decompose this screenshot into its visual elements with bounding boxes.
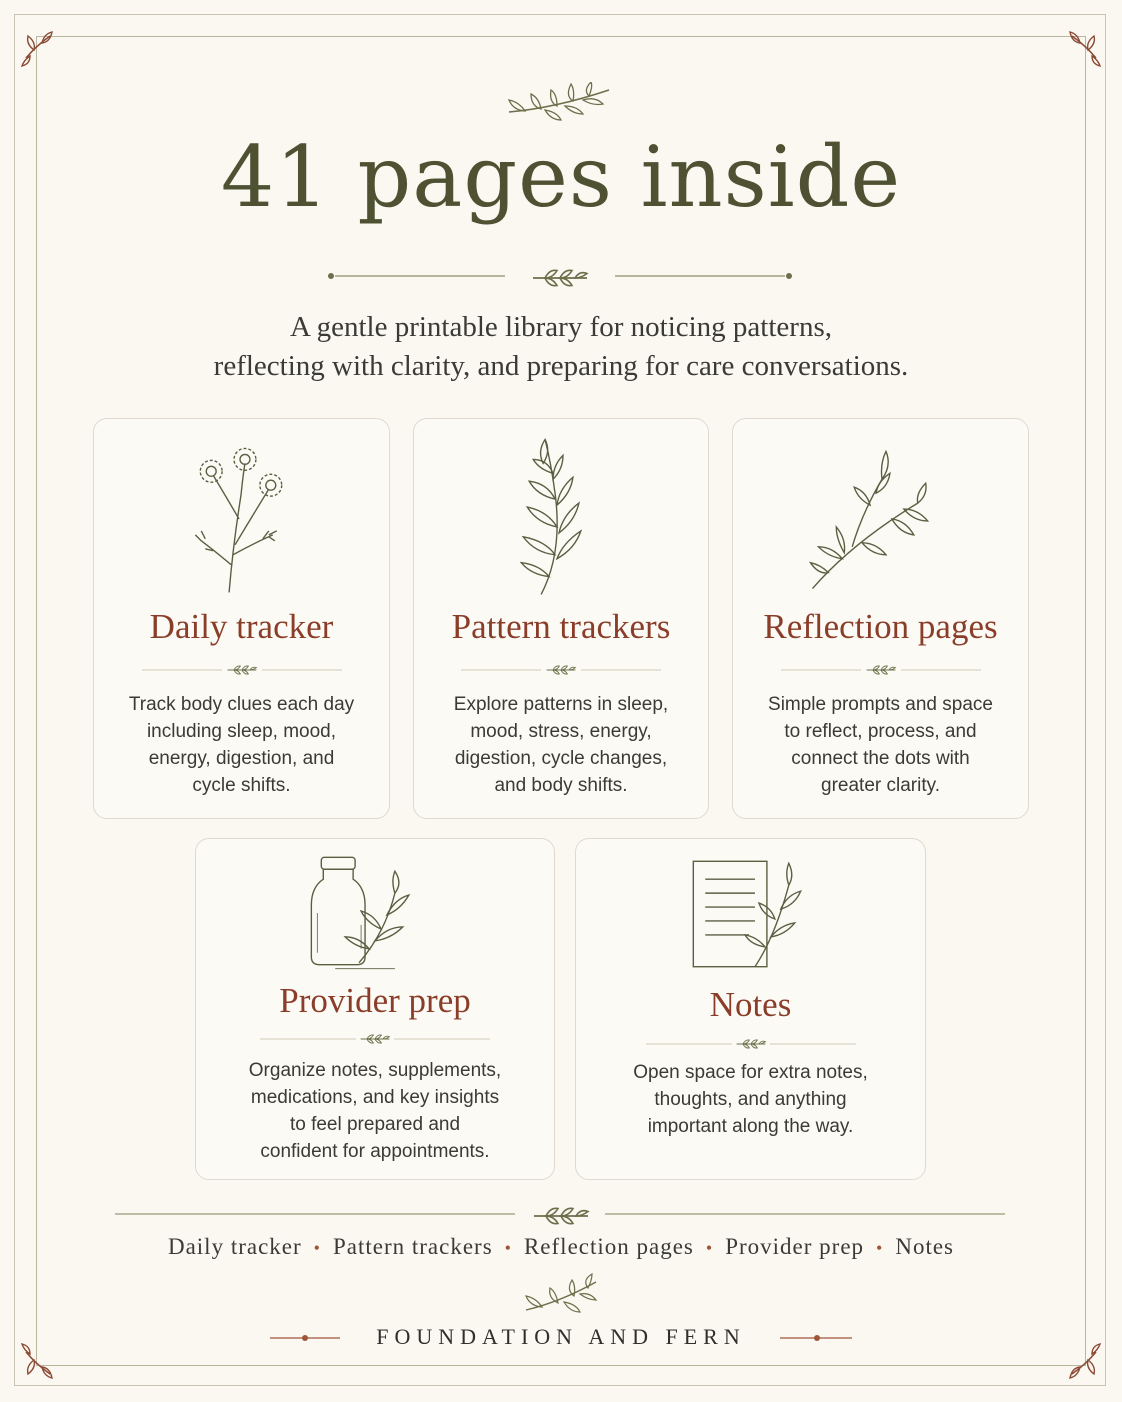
desc-line: Open space for extra notes, (633, 1062, 868, 1083)
card-divider (646, 1037, 856, 1051)
toc-item: Pattern trackers (332, 1234, 493, 1259)
title-divider (325, 262, 795, 292)
card-title: Provider prep (279, 981, 471, 1020)
card-divider (260, 1032, 490, 1046)
card-title: Notes (709, 985, 792, 1024)
bullet-dot-icon: • (313, 1238, 321, 1258)
subtitle-line-2: reflecting with clarity, and preparing for care conversations. (213, 350, 909, 382)
card-description (753, 691, 1008, 799)
bullet-dot-icon: • (504, 1238, 512, 1258)
branch-icon (733, 443, 1028, 593)
card-daily-tracker (93, 418, 390, 819)
desc-line: Organize notes, supplements, (248, 1060, 502, 1081)
desc-line: Explore patterns in sleep, (453, 694, 669, 715)
desc-line: digestion, cycle changes, (454, 748, 668, 769)
sprig-icon (520, 1272, 602, 1316)
desc-line: to reflect, process, and (784, 721, 977, 742)
desc-line: energy, digestion, and (148, 748, 335, 769)
card-pattern-trackers (413, 418, 709, 819)
desc-line: to feel prepared and (289, 1114, 461, 1135)
desc-line: mood, stress, energy, (470, 721, 652, 742)
card-reflection-pages (732, 418, 1029, 819)
card-title: Reflection pages (763, 607, 998, 646)
page-title: 41 pages inside (220, 128, 902, 226)
card-description (114, 691, 369, 799)
brand-name: FOUNDATION AND FERN (376, 1324, 746, 1349)
desc-line: and body shifts. (494, 775, 628, 796)
desc-line: important along the way. (647, 1116, 854, 1137)
card-description (434, 691, 688, 799)
bullet-dot-icon: • (876, 1238, 884, 1258)
card-divider (142, 663, 342, 677)
corner-leaf-icon (1062, 28, 1102, 68)
jar-with-sprig-icon (196, 853, 554, 973)
bottom-divider (115, 1200, 1005, 1230)
leafy-stem-icon (414, 433, 708, 599)
bullet-dot-icon: • (705, 1238, 714, 1258)
desc-line: Track body clues each day (128, 694, 355, 715)
chamomile-flower-icon (94, 435, 389, 595)
desc-line: thoughts, and anything (654, 1089, 847, 1110)
desc-line: Simple prompts and space (768, 694, 993, 715)
card-notes (575, 838, 926, 1180)
notepad-with-sprig-icon (576, 857, 925, 973)
card-description (596, 1059, 905, 1140)
toc-item: Provider prep (725, 1234, 865, 1259)
card-divider (781, 663, 981, 677)
toc-item: Reflection pages (523, 1234, 694, 1259)
sprig-icon (505, 82, 617, 124)
desc-line: greater clarity. (821, 775, 940, 796)
desc-line: including sleep, mood, (146, 721, 337, 742)
subtitle (120, 308, 1002, 386)
card-title: Daily tracker (149, 607, 334, 646)
card-provider-prep (195, 838, 555, 1180)
desc-line: connect the dots with (791, 748, 970, 769)
card-description (216, 1057, 534, 1165)
toc-item: Daily tracker (167, 1234, 302, 1259)
desc-line: confident for appointments. (260, 1141, 490, 1162)
contents-list (0, 1234, 1122, 1260)
subtitle-line-1: A gentle printable library for noticing patterns, (290, 311, 832, 343)
card-divider (461, 663, 661, 677)
desc-line: medications, and key insights (250, 1087, 500, 1108)
corner-leaf-icon (20, 28, 60, 68)
toc-item: Notes (895, 1234, 955, 1259)
desc-line: cycle shifts. (192, 775, 291, 796)
card-title: Pattern trackers (451, 607, 671, 646)
